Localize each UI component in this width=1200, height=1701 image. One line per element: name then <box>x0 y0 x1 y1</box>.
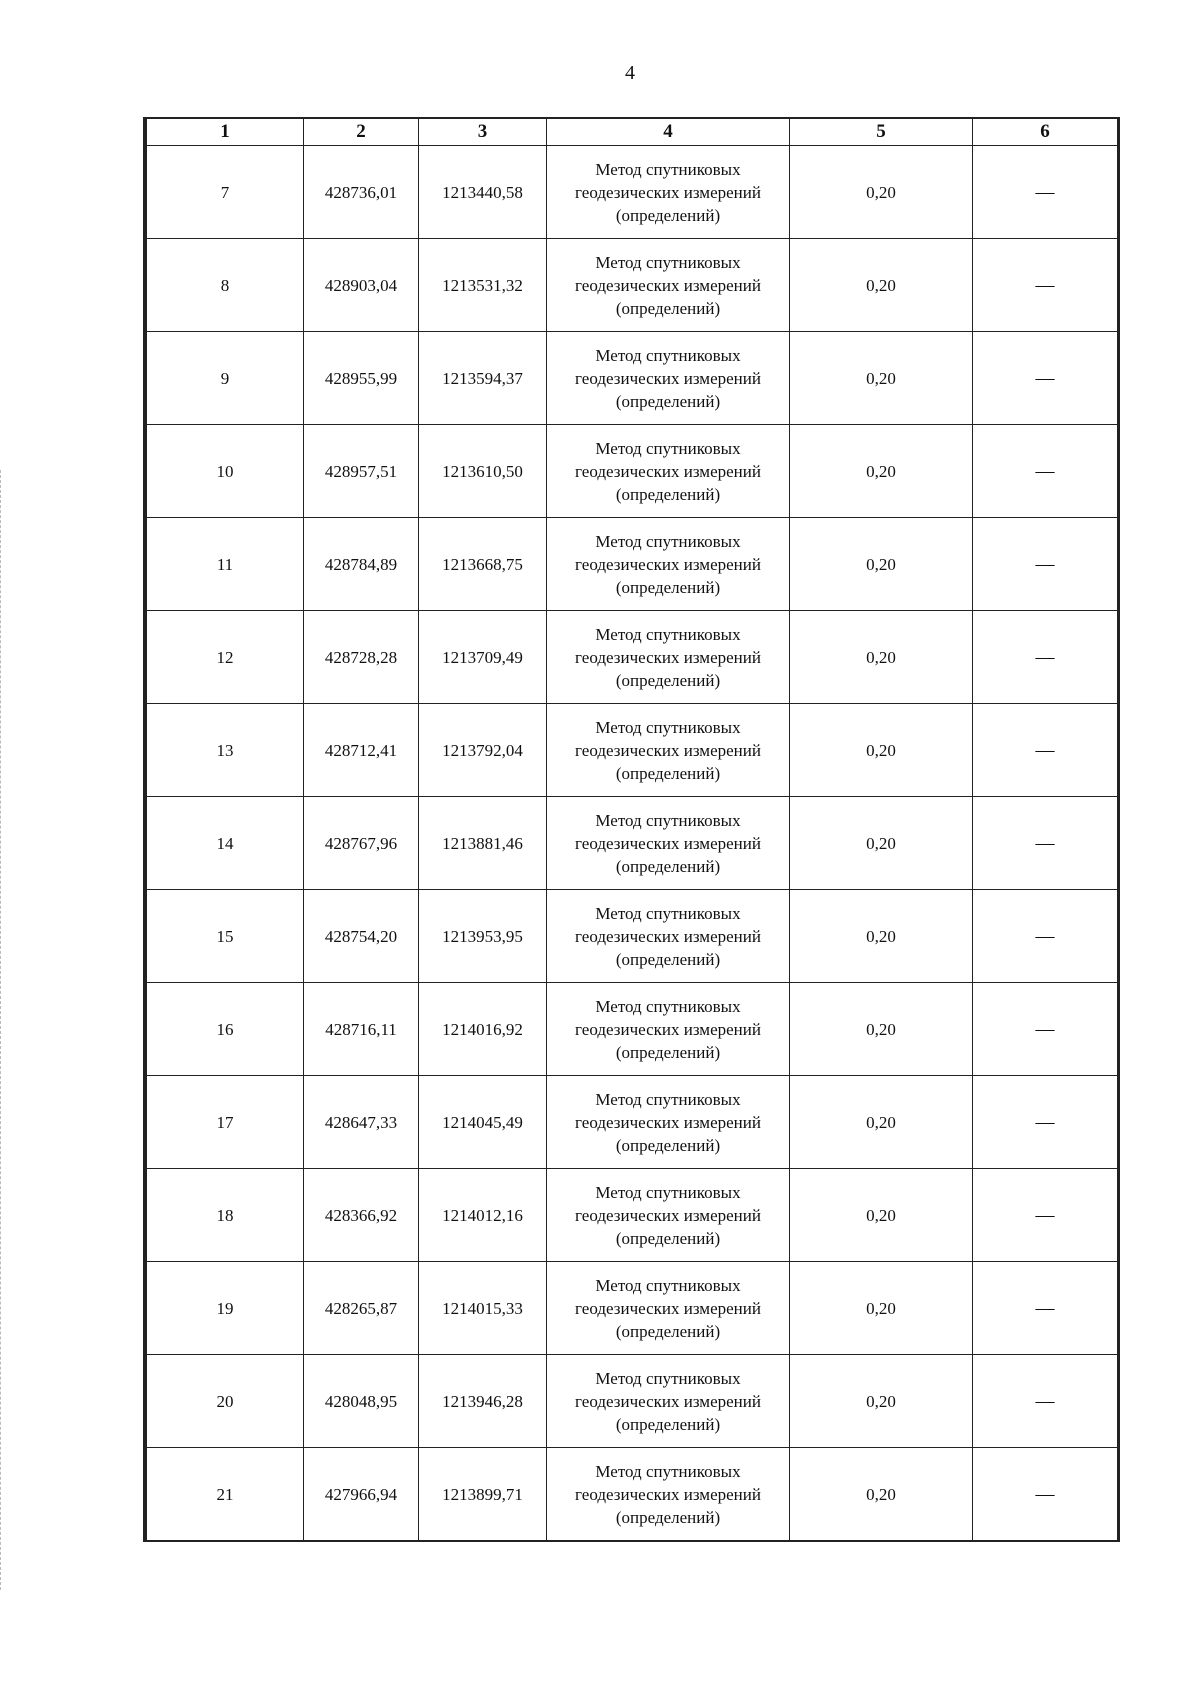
table-row <box>147 332 1118 425</box>
method-cell: Метод спутниковых геодезических измерений (определений) <box>547 890 790 983</box>
table-row <box>147 518 1118 611</box>
point-number-cell: 21 <box>147 1448 304 1542</box>
accuracy-cell: 0,20 <box>790 146 973 239</box>
accuracy-cell: 0,20 <box>790 797 973 890</box>
x-coordinate-cell: 428784,89 <box>304 518 419 611</box>
table-row <box>147 1076 1118 1169</box>
method-cell: Метод спутниковых геодезических измерений (определений) <box>547 611 790 704</box>
y-coordinate-cell: 1213792,04 <box>419 704 547 797</box>
method-cell: Метод спутниковых геодезических измерений (определений) <box>547 983 790 1076</box>
y-coordinate-cell: 1213440,58 <box>419 146 547 239</box>
x-coordinate-cell: 428728,28 <box>304 611 419 704</box>
table-row <box>147 1262 1118 1355</box>
accuracy-cell: 0,20 <box>790 518 973 611</box>
description-cell: — <box>973 518 1118 611</box>
x-coordinate-cell: 428366,92 <box>304 1169 419 1262</box>
y-coordinate-cell: 1213953,95 <box>419 890 547 983</box>
accuracy-cell: 0,20 <box>790 890 973 983</box>
point-number-cell: 9 <box>147 332 304 425</box>
y-coordinate-cell: 1214045,49 <box>419 1076 547 1169</box>
point-number-cell: 7 <box>147 146 304 239</box>
description-cell: — <box>973 425 1118 518</box>
method-cell: Метод спутниковых геодезических измерений (определений) <box>547 1262 790 1355</box>
description-cell: — <box>973 890 1118 983</box>
table-row <box>147 239 1118 332</box>
description-cell: — <box>973 1076 1118 1169</box>
x-coordinate-cell: 428903,04 <box>304 239 419 332</box>
point-number-cell: 13 <box>147 704 304 797</box>
description-cell: — <box>973 1262 1118 1355</box>
point-number-cell: 19 <box>147 1262 304 1355</box>
table-row <box>147 890 1118 983</box>
y-coordinate-cell: 1214016,92 <box>419 983 547 1076</box>
accuracy-cell: 0,20 <box>790 332 973 425</box>
y-coordinate-cell: 1213709,49 <box>419 611 547 704</box>
method-cell: Метод спутниковых геодезических измерений (определений) <box>547 518 790 611</box>
x-coordinate-cell: 428712,41 <box>304 704 419 797</box>
method-cell: Метод спутниковых геодезических измерений (определений) <box>547 1169 790 1262</box>
description-cell: — <box>973 704 1118 797</box>
description-cell: — <box>973 1169 1118 1262</box>
table-row <box>147 704 1118 797</box>
x-coordinate-cell: 428736,01 <box>304 146 419 239</box>
point-number-cell: 20 <box>147 1355 304 1448</box>
y-coordinate-cell: 1213531,32 <box>419 239 547 332</box>
scan-edge <box>0 470 3 1590</box>
accuracy-cell: 0,20 <box>790 1448 973 1542</box>
header-col-3: 3 <box>419 118 547 146</box>
accuracy-cell: 0,20 <box>790 1355 973 1448</box>
description-cell: — <box>973 146 1118 239</box>
accuracy-cell: 0,20 <box>790 239 973 332</box>
y-coordinate-cell: 1214012,16 <box>419 1169 547 1262</box>
method-cell: Метод спутниковых геодезических измерений (определений) <box>547 146 790 239</box>
point-number-cell: 12 <box>147 611 304 704</box>
description-cell: — <box>973 983 1118 1076</box>
table-body <box>147 146 1118 1542</box>
table-row <box>147 146 1118 239</box>
description-cell: — <box>973 332 1118 425</box>
point-number-cell: 14 <box>147 797 304 890</box>
header-col-4: 4 <box>547 118 790 146</box>
description-cell: — <box>973 1355 1118 1448</box>
method-cell: Метод спутниковых геодезических измерений (определений) <box>547 704 790 797</box>
table-row <box>147 1169 1118 1262</box>
method-cell: Метод спутниковых геодезических измерений (определений) <box>547 425 790 518</box>
header-col-5: 5 <box>790 118 973 146</box>
x-coordinate-cell: 427966,94 <box>304 1448 419 1542</box>
accuracy-cell: 0,20 <box>790 1169 973 1262</box>
y-coordinate-cell: 1213881,46 <box>419 797 547 890</box>
description-cell: — <box>973 611 1118 704</box>
x-coordinate-cell: 428957,51 <box>304 425 419 518</box>
method-cell: Метод спутниковых геодезических измерений (определений) <box>547 1448 790 1542</box>
x-coordinate-cell: 428265,87 <box>304 1262 419 1355</box>
x-coordinate-cell: 428754,20 <box>304 890 419 983</box>
y-coordinate-cell: 1213668,75 <box>419 518 547 611</box>
method-cell: Метод спутниковых геодезических измерений (определений) <box>547 239 790 332</box>
page-number: 4 <box>625 62 635 84</box>
y-coordinate-cell: 1213899,71 <box>419 1448 547 1542</box>
x-coordinate-cell: 428955,99 <box>304 332 419 425</box>
method-cell: Метод спутниковых геодезических измерений (определений) <box>547 1076 790 1169</box>
accuracy-cell: 0,20 <box>790 704 973 797</box>
method-cell: Метод спутниковых геодезических измерений (определений) <box>547 332 790 425</box>
y-coordinate-cell: 1213610,50 <box>419 425 547 518</box>
point-number-cell: 10 <box>147 425 304 518</box>
point-number-cell: 8 <box>147 239 304 332</box>
point-number-cell: 15 <box>147 890 304 983</box>
header-col-1: 1 <box>147 118 304 146</box>
table-row <box>147 611 1118 704</box>
coordinates-table <box>146 117 1118 1542</box>
table-row <box>147 425 1118 518</box>
accuracy-cell: 0,20 <box>790 1262 973 1355</box>
y-coordinate-cell: 1213594,37 <box>419 332 547 425</box>
description-cell: — <box>973 1448 1118 1542</box>
table-row <box>147 797 1118 890</box>
table-row <box>147 1355 1118 1448</box>
point-number-cell: 17 <box>147 1076 304 1169</box>
accuracy-cell: 0,20 <box>790 611 973 704</box>
x-coordinate-cell: 428048,95 <box>304 1355 419 1448</box>
description-cell: — <box>973 797 1118 890</box>
header-col-6: 6 <box>973 118 1118 146</box>
header-col-2: 2 <box>304 118 419 146</box>
table-row <box>147 1448 1118 1542</box>
y-coordinate-cell: 1213946,28 <box>419 1355 547 1448</box>
method-cell: Метод спутниковых геодезических измерений (определений) <box>547 797 790 890</box>
point-number-cell: 11 <box>147 518 304 611</box>
table-header-row <box>147 118 1118 146</box>
method-cell: Метод спутниковых геодезических измерений (определений) <box>547 1355 790 1448</box>
point-number-cell: 16 <box>147 983 304 1076</box>
x-coordinate-cell: 428716,11 <box>304 983 419 1076</box>
description-cell: — <box>973 239 1118 332</box>
coordinates-table-frame <box>143 117 1120 1542</box>
accuracy-cell: 0,20 <box>790 425 973 518</box>
y-coordinate-cell: 1214015,33 <box>419 1262 547 1355</box>
x-coordinate-cell: 428767,96 <box>304 797 419 890</box>
x-coordinate-cell: 428647,33 <box>304 1076 419 1169</box>
point-number-cell: 18 <box>147 1169 304 1262</box>
accuracy-cell: 0,20 <box>790 1076 973 1169</box>
accuracy-cell: 0,20 <box>790 983 973 1076</box>
table-row <box>147 983 1118 1076</box>
